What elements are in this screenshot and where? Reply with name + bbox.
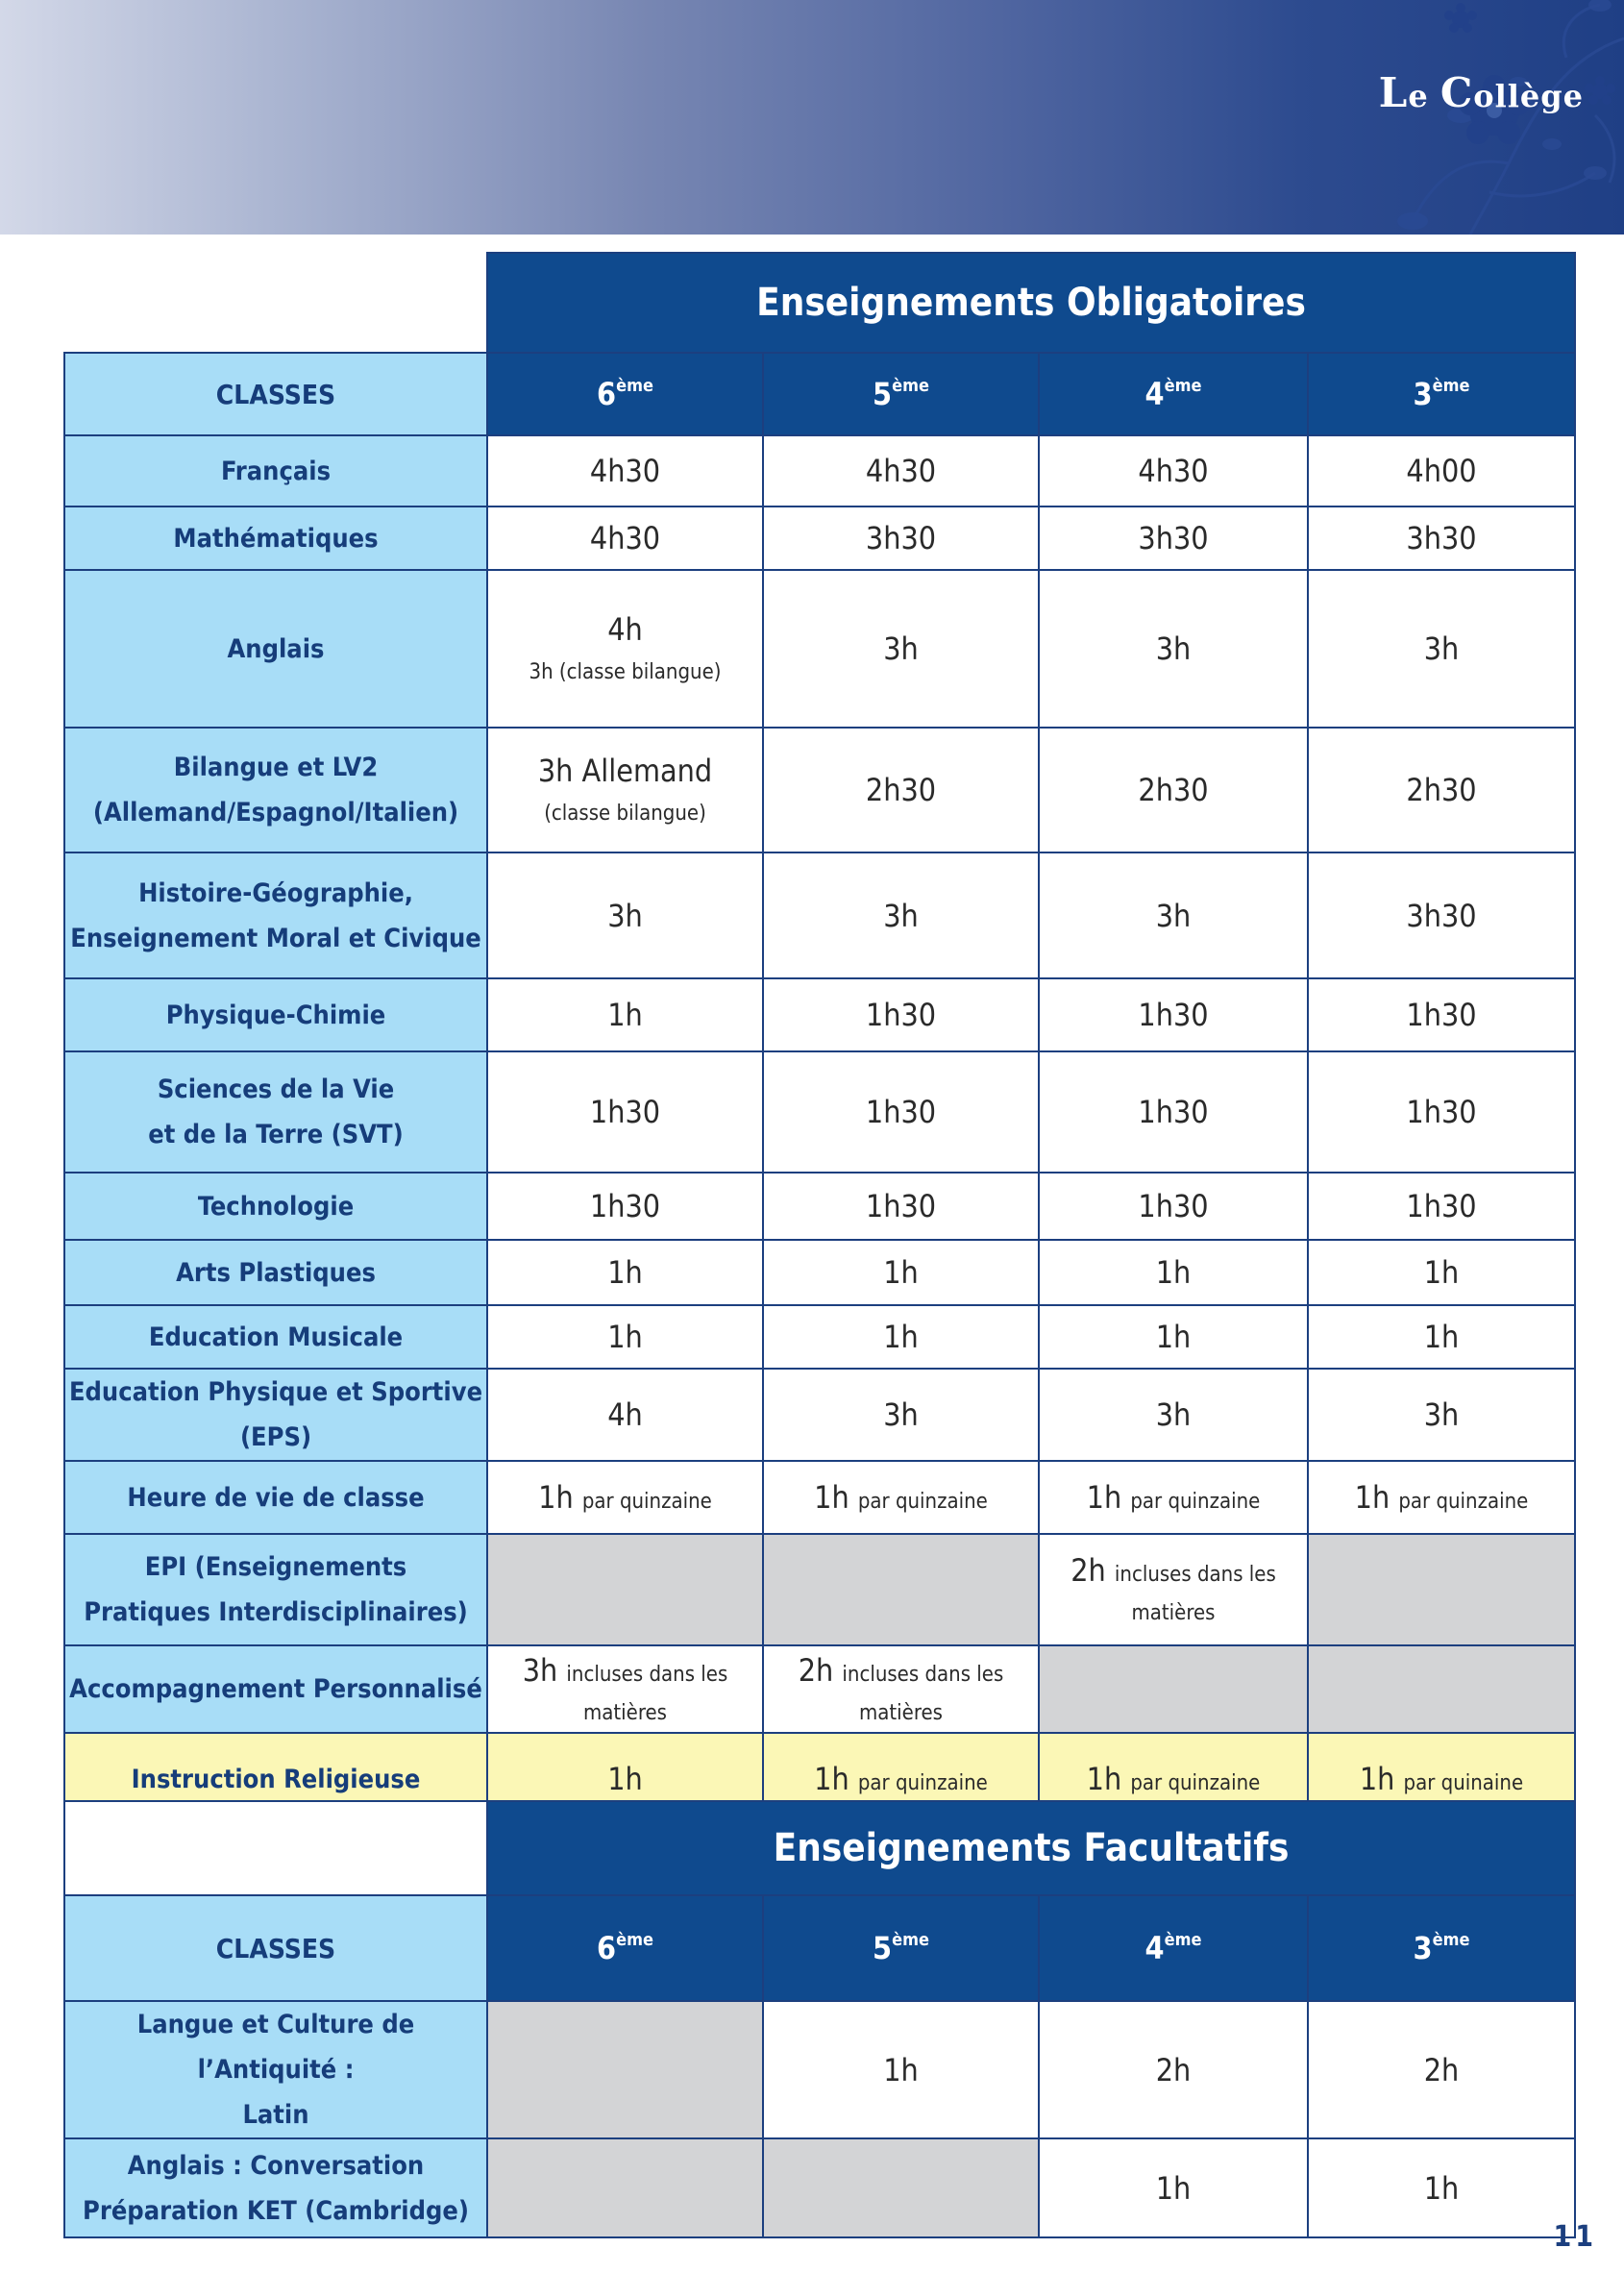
hours-value: 1h30 (589, 1094, 661, 1130)
table-row (64, 506, 1575, 570)
facultatifs-title-row (64, 1801, 1575, 1895)
facultatifs-title-spacer (64, 1801, 487, 1895)
hours-cell (1039, 435, 1308, 506)
hours-value: 4h00 (1406, 453, 1477, 489)
table-row (64, 728, 1575, 852)
table-row (64, 1240, 1575, 1305)
grade-number: 6 (597, 376, 617, 412)
hours-value: 1h (1086, 1479, 1122, 1516)
grade-number: 3 (1413, 376, 1433, 412)
section-title: Le Collège (1378, 69, 1584, 116)
hours-cell (487, 1240, 763, 1305)
hours-cell (487, 728, 763, 852)
hours-value: 4h30 (1138, 453, 1209, 489)
hours-cell (1039, 1173, 1308, 1240)
hours-value: 1h (1423, 1254, 1460, 1291)
subject-label: Enseignement Moral et Civique (70, 923, 481, 953)
hours-value: 1h (538, 1479, 574, 1516)
hours-value: 2h (1155, 2051, 1192, 2088)
hours-cell (763, 506, 1039, 570)
facultatifs-grades-row (64, 1895, 1575, 2001)
hours-cell (1308, 506, 1575, 570)
hours-cell (1039, 506, 1308, 570)
hours-note: par quinzaine (1130, 1490, 1261, 1514)
hours-cell (1308, 435, 1575, 506)
hours-value: 1h30 (865, 1188, 937, 1224)
hours-note: par quinzaine (857, 1771, 988, 1795)
grade-header (1308, 353, 1575, 435)
hours-value: 1h (1086, 1761, 1122, 1797)
grade-suffix: ème (616, 1930, 653, 1950)
hours-cell (487, 435, 763, 506)
obligatoires-table (63, 252, 1576, 1826)
subject-cell (64, 978, 487, 1051)
hours-value: 1h (607, 1319, 643, 1355)
hours-cell (1039, 1240, 1308, 1305)
hours-cell (1039, 978, 1308, 1051)
table-row (64, 2138, 1575, 2237)
hours-note: par quinzaine (1398, 1490, 1529, 1514)
grade-suffix: ème (892, 1930, 929, 1950)
empty-cell (763, 1534, 1039, 1645)
table-row (64, 570, 1575, 728)
hours-cell (763, 435, 1039, 506)
grade-suffix: ème (1164, 376, 1202, 396)
hours-value: 4h30 (589, 453, 661, 489)
hours-value: 3h (1423, 630, 1460, 667)
hours-cell (1308, 1461, 1575, 1534)
grade-header (1039, 1895, 1308, 2001)
hours-value: 1h30 (1406, 997, 1477, 1033)
grade-suffix: ème (1432, 376, 1470, 396)
hours-value: 4h30 (865, 453, 937, 489)
hours-cell (1308, 1369, 1575, 1461)
hours-value: 1h (814, 1761, 849, 1797)
hours-note: incluses dans les matières (842, 1662, 1004, 1725)
empty-cell (487, 2138, 763, 2237)
subject-cell (64, 1461, 487, 1534)
subject-label: Bilangue et LV2 (173, 753, 379, 782)
hours-value: 2h (1423, 2051, 1460, 2088)
grade-number: 5 (873, 376, 893, 412)
hours-cell (1039, 2001, 1308, 2138)
hours-cell (763, 2001, 1039, 2138)
hours-value: 3h30 (1406, 897, 1477, 934)
subject-label: Arts Plastiques (176, 1257, 376, 1288)
hours-value: 1h (1155, 1319, 1192, 1355)
subject-label: Education Physique et Sportive (EPS) (68, 1377, 483, 1452)
hours-value: 2h30 (1138, 772, 1209, 808)
hours-value: 4h30 (589, 520, 661, 556)
subject-cell (64, 435, 487, 506)
hours-value: 2h30 (865, 772, 937, 808)
subject-cell (64, 1534, 487, 1645)
hours-note: 3h (classe bilangue) (529, 660, 722, 684)
subject-cell (64, 2138, 487, 2237)
subject-label: Education Musicale (148, 1322, 404, 1352)
hours-cell (1308, 1173, 1575, 1240)
subject-label: Français (220, 456, 332, 486)
table-row (64, 2001, 1575, 2138)
hours-cell (1308, 1051, 1575, 1173)
facultatifs-table (63, 1800, 1576, 2238)
hours-value: 3h (522, 1651, 558, 1689)
obligatoires-title-spacer (64, 253, 487, 353)
hours-cell (1308, 2138, 1575, 2237)
obligatoires-title-row (64, 253, 1575, 353)
subject-label: Physique-Chimie (165, 1000, 386, 1030)
hours-value: 3h (883, 897, 919, 934)
hours-value: 3h (1155, 630, 1192, 667)
subject-label: Sciences de la Vie (157, 1075, 395, 1104)
hours-value: 1h30 (865, 997, 937, 1033)
subject-label: Préparation KET (Cambridge) (83, 2195, 469, 2226)
hours-cell (1039, 1305, 1308, 1369)
hours-cell (763, 852, 1039, 978)
grade-suffix: ème (616, 376, 653, 396)
hours-cell (487, 1305, 763, 1369)
empty-cell (487, 2001, 763, 2138)
hours-value: 1h (883, 1319, 919, 1355)
hours-value: 2h30 (1406, 772, 1477, 808)
hours-cell (763, 1173, 1039, 1240)
hours-cell (763, 1461, 1039, 1534)
grade-header (487, 1895, 763, 2001)
empty-cell (1308, 1534, 1575, 1645)
hours-cell (1308, 728, 1575, 852)
hours-value: 1h (814, 1479, 849, 1516)
hours-cell (763, 1645, 1039, 1733)
subject-label: EPI (Enseignements (144, 1552, 407, 1582)
hours-cell (763, 1305, 1039, 1369)
hours-value: 1h (1354, 1479, 1390, 1516)
hours-note: par quinzaine (1130, 1771, 1261, 1795)
hours-cell (1039, 728, 1308, 852)
table-row (64, 1461, 1575, 1534)
subject-cell (64, 1305, 487, 1369)
hours-cell (763, 978, 1039, 1051)
empty-cell (487, 1534, 763, 1645)
empty-cell (763, 2138, 1039, 2237)
grade-number: 3 (1413, 1930, 1433, 1966)
subject-label: Technologie (197, 1191, 355, 1222)
subject-label: (Allemand/Espagnol/Italien) (92, 798, 459, 828)
subject-label: Anglais (227, 633, 325, 664)
grade-suffix: ème (1164, 1930, 1202, 1950)
subject-cell (64, 1369, 487, 1461)
hours-cell (1039, 2138, 1308, 2237)
floral-ornament-icon (1220, 0, 1624, 235)
grade-header (487, 353, 763, 435)
hours-cell (487, 570, 763, 728)
table-row (64, 435, 1575, 506)
grade-number: 5 (873, 1930, 893, 1966)
hours-cell (763, 1369, 1039, 1461)
facultatifs-title: Enseignements Facultatifs (487, 1801, 1575, 1895)
subject-label: Mathématiques (173, 523, 379, 554)
hours-value: 4h (607, 611, 643, 648)
grade-header (1039, 353, 1308, 435)
table-row (64, 1645, 1575, 1733)
grade-suffix: ème (892, 376, 929, 396)
page-number: 11 (1553, 2220, 1597, 2254)
table-row (64, 1305, 1575, 1369)
hours-note: par quinzaine (857, 1490, 988, 1514)
hours-value: 1h30 (1406, 1188, 1477, 1224)
grade-header (763, 353, 1039, 435)
hours-note: (classe bilangue) (544, 802, 706, 826)
hours-value: 3h30 (865, 520, 937, 556)
hours-note: par quinaine (1403, 1771, 1524, 1795)
header-band (0, 0, 1624, 235)
hours-value: 3h30 (1406, 520, 1477, 556)
hours-cell (487, 1173, 763, 1240)
hours-value: 1h30 (589, 1188, 661, 1224)
table-row (64, 852, 1575, 978)
hours-cell (1039, 570, 1308, 728)
subject-label: Heure de vie de classe (127, 1482, 425, 1513)
subject-label: Instruction Religieuse (131, 1764, 421, 1794)
hours-cell (1308, 2001, 1575, 2138)
empty-cell (1308, 1645, 1575, 1733)
hours-value: 1h (1155, 2169, 1192, 2207)
hours-value: 3h30 (1138, 520, 1209, 556)
hours-cell (1308, 852, 1575, 978)
hours-cell (487, 506, 763, 570)
grade-number: 4 (1144, 376, 1165, 412)
subject-label: Latin (242, 2100, 309, 2130)
hours-cell (763, 1240, 1039, 1305)
hours-cell (487, 1051, 763, 1173)
hours-cell (1308, 1305, 1575, 1369)
subject-cell (64, 1240, 487, 1305)
hours-value: 1h30 (1138, 1094, 1209, 1130)
empty-cell (1039, 1645, 1308, 1733)
subject-cell (64, 506, 487, 570)
table-row (64, 978, 1575, 1051)
hours-note: par quinzaine (581, 1490, 712, 1514)
subject-label: Accompagnement Personnalisé (69, 1674, 482, 1704)
hours-value: 3h (883, 630, 919, 667)
hours-cell (763, 570, 1039, 728)
hours-cell (1039, 1534, 1308, 1645)
hours-cell (1039, 1461, 1308, 1534)
subject-label: Pratiques Interdisciplinaires) (84, 1597, 468, 1627)
grade-header (1308, 1895, 1575, 2001)
subject-cell (64, 2001, 487, 2138)
subject-cell (64, 852, 487, 978)
hours-value: 1h30 (865, 1094, 937, 1130)
subject-label: et de la Terre (SVT) (148, 1120, 404, 1149)
hours-value: 1h (883, 1254, 919, 1291)
grade-number: 4 (1144, 1930, 1165, 1966)
hours-value: 1h (883, 2051, 919, 2088)
hours-cell (487, 852, 763, 978)
hours-value: 3h (1155, 1396, 1192, 1433)
subject-label: Langue et Culture de l’Antiquité : (136, 2010, 415, 2085)
hours-cell (1039, 1369, 1308, 1461)
subject-cell (64, 1173, 487, 1240)
hours-note: incluses dans les matières (566, 1662, 728, 1725)
hours-value: 1h30 (1138, 1188, 1209, 1224)
subject-cell (64, 570, 487, 728)
classes-label: CLASSES (64, 353, 487, 435)
hours-value: 1h (1423, 1319, 1460, 1355)
hours-cell (763, 728, 1039, 852)
hours-value: 3h (1423, 1396, 1460, 1433)
hours-value: 3h (607, 897, 643, 934)
hours-value: 2h (798, 1651, 834, 1689)
subject-cell (64, 728, 487, 852)
subject-label: Histoire-Géographie, (138, 877, 413, 908)
hours-value: 1h (607, 997, 643, 1033)
hours-cell (1039, 852, 1308, 978)
obligatoires-grades-row (64, 353, 1575, 435)
classes-label: CLASSES (64, 1895, 487, 2001)
hours-cell (763, 1051, 1039, 1173)
hours-value: 1h (1423, 2169, 1460, 2207)
hours-value: 3h (883, 1396, 919, 1433)
subject-cell (64, 1051, 487, 1173)
obligatoires-title: Enseignements Obligatoires (487, 253, 1575, 353)
hours-value: 1h30 (1406, 1094, 1477, 1130)
grade-suffix: ème (1432, 1930, 1470, 1950)
hours-value: 1h (607, 1254, 643, 1291)
hours-cell (1039, 1051, 1308, 1173)
hours-cell (487, 978, 763, 1051)
subject-cell (64, 1645, 487, 1733)
table-row (64, 1534, 1575, 1645)
hours-note: incluses dans les matières (1114, 1563, 1276, 1625)
hours-cell (1308, 1240, 1575, 1305)
hours-value: 3h (1155, 897, 1192, 934)
grade-number: 6 (597, 1930, 617, 1966)
hours-cell (1308, 978, 1575, 1051)
hours-value: 1h (1155, 1254, 1192, 1291)
hours-value: 2h (1070, 1552, 1106, 1589)
hours-cell (487, 1645, 763, 1733)
hours-value: 3h Allemand (537, 753, 713, 789)
hours-value: 1h (607, 1761, 643, 1797)
table-row (64, 1051, 1575, 1173)
hours-value: 1h30 (1138, 997, 1209, 1033)
hours-cell (487, 1369, 763, 1461)
subject-label: Anglais : Conversation (127, 2150, 425, 2181)
hours-cell (487, 1461, 763, 1534)
table-row (64, 1369, 1575, 1461)
grade-header (763, 1895, 1039, 2001)
table-row (64, 1173, 1575, 1240)
hours-value: 4h (607, 1396, 643, 1433)
hours-cell (1308, 570, 1575, 728)
hours-value: 1h (1359, 1761, 1395, 1797)
